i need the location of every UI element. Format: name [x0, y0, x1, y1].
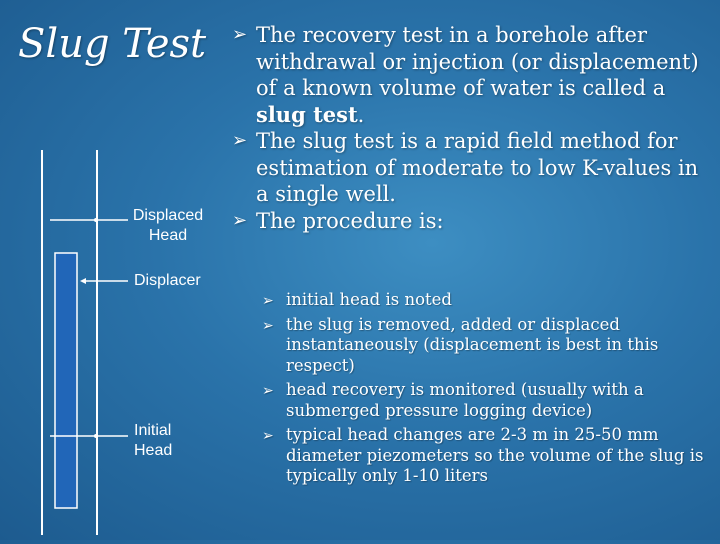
arrow-bullet-icon: ➢ — [232, 130, 248, 151]
arrow-bullet-icon: ➢ — [262, 293, 274, 309]
bullet-field-method — [232, 128, 716, 208]
well-diagram-svg — [0, 140, 230, 540]
bullet-text: The procedure is: — [256, 208, 444, 233]
arrow-bullet-icon: ➢ — [232, 24, 248, 45]
initial-head-marker — [94, 434, 98, 438]
arrow-bullet-icon: ➢ — [262, 428, 274, 444]
sub-bullet-text: the slug is removed, added or displaced instantaneously (displacement is best in this respect) — [286, 314, 659, 375]
displacer-pointer-arrow-icon — [80, 278, 86, 284]
label-initial-head — [134, 421, 184, 461]
label-initial-head-line2: Head — [134, 442, 173, 459]
procedure-sub-list — [262, 290, 714, 491]
sub-bullet-text: head recovery is monitored (usually with a submerged pressure logging device) — [286, 380, 644, 420]
arrow-bullet-icon: ➢ — [262, 383, 274, 399]
slug-test-diagram — [0, 140, 230, 540]
main-bullet-list — [232, 22, 716, 234]
bullet-procedure — [232, 208, 716, 235]
label-displaced-head-line1: Displaced — [132, 207, 204, 224]
sub-bullet — [262, 380, 714, 421]
arrow-bullet-icon: ➢ — [262, 317, 274, 334]
bullet-text-end: . — [357, 102, 365, 127]
displacer-rod — [55, 253, 77, 508]
sub-bullet — [262, 290, 714, 311]
displaced-head-marker — [94, 218, 98, 222]
bullet-text: The recovery test in a borehole after withdrawal or injection (or displacement) of a known volume of water is called a — [256, 23, 699, 100]
slide-title: Slug Test — [18, 21, 207, 67]
label-displaced-head — [128, 206, 208, 246]
arrow-bullet-icon: ➢ — [232, 209, 248, 231]
bullet-definition — [232, 22, 716, 128]
sub-bullet — [262, 315, 714, 377]
bullet-text: The slug test is a rapid field method for estimation of moderate to low K-values in a single well. — [256, 129, 699, 206]
sub-bullet-text: initial head is noted — [286, 290, 452, 309]
label-displacer: Displacer — [134, 272, 201, 289]
sub-bullet-text: typical head changes are 2-3 m in 25-50 mm diameter piezometers so the volume of the slug is typically only 1-10 liters — [286, 425, 704, 485]
sub-bullet — [262, 425, 714, 487]
label-initial-head-line1: Initial — [134, 422, 172, 439]
label-displaced-head-line2: Head — [148, 227, 188, 244]
bullet-bold-term: slug test — [256, 101, 358, 127]
